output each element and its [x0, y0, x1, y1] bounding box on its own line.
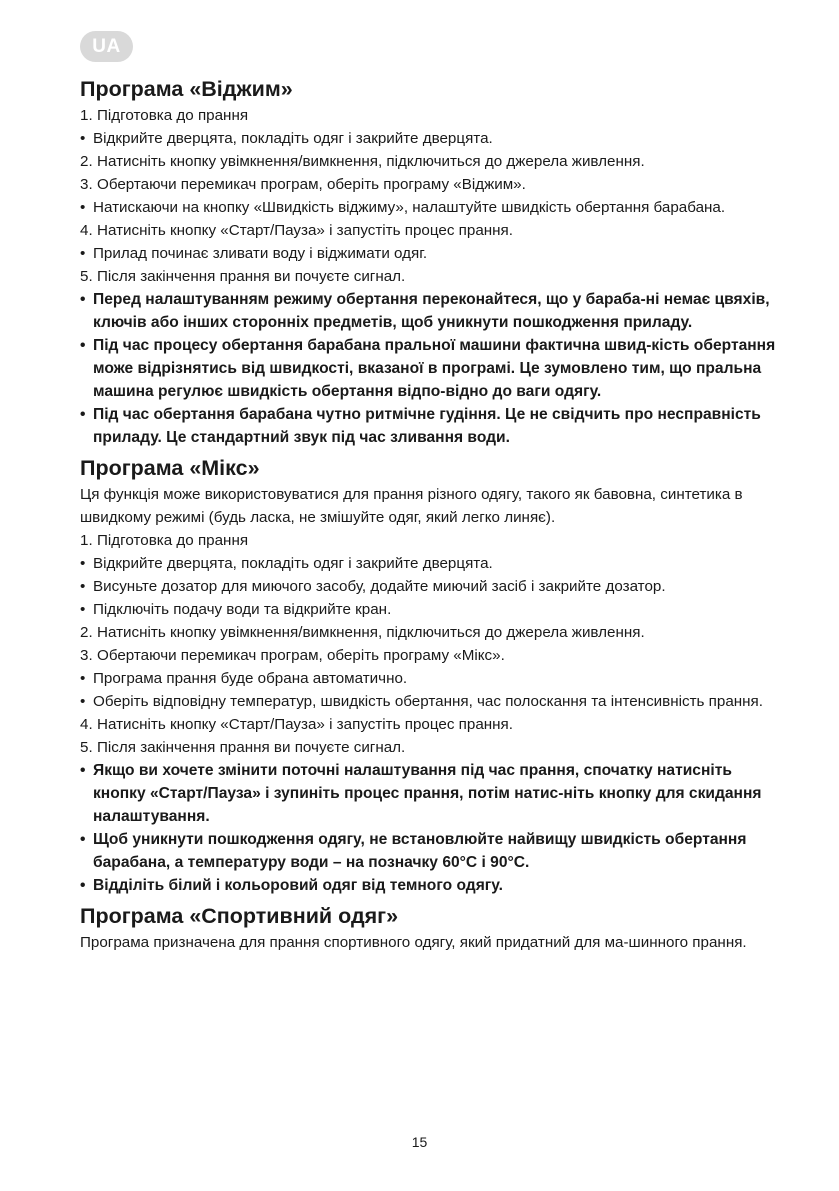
bullet-marker: •: [80, 555, 86, 572]
numbered-step: [80, 265, 780, 288]
bullet-marker: •: [80, 693, 86, 710]
section-intro: Ця функція може використовуватися для прання різного одягу, такого як бавовна, синтетика в швидкому режимі (будь ласка, не змішуйте одяг, який легко линяє).: [80, 486, 743, 526]
bullet-item: [80, 127, 780, 150]
bold-note-item: [80, 874, 780, 897]
numbered-step: [80, 104, 780, 127]
step-number: 2.: [80, 153, 93, 170]
section: [80, 453, 780, 897]
step-number: 1.: [80, 532, 93, 549]
item-text: Натисніть кнопку «Старт/Пауза» і запустіть процес прання.: [97, 222, 513, 239]
numbered-step: [80, 173, 780, 196]
bold-note-item: [80, 334, 780, 403]
item-text: Підготовка до прання: [97, 107, 249, 124]
item-text: Натисніть кнопку «Старт/Пауза» і запустіть процес прання.: [97, 716, 513, 733]
page-number: 15: [411, 1134, 428, 1150]
bullet-marker: •: [80, 406, 86, 423]
bold-note-item: [80, 759, 780, 828]
step-number: 4.: [80, 222, 93, 239]
step-number: 4.: [80, 716, 93, 733]
item-text: Перед налаштуванням режиму обертання переконайтеся, що у бараба-ні немає цвяхів, ключів або інших сторонніх предметів, щоб уникнути пошкодження приладу.: [93, 291, 770, 331]
item-text: Відділіть білий і кольоровий одяг від темного одягу.: [93, 877, 503, 894]
bold-note-item: [80, 288, 780, 334]
bullet-marker: •: [80, 337, 86, 354]
item-text: Обертаючи перемикач програм, оберіть програму «Мікс».: [97, 647, 505, 664]
numbered-step: [80, 529, 780, 552]
section-intro: Програма призначена для прання спортивного одягу, який придатний для ма-шинного прання.: [80, 934, 747, 951]
bullet-marker: •: [80, 762, 86, 779]
item-text: Після закінчення прання ви почуєте сигнал.: [97, 268, 406, 285]
bullet-item: [80, 196, 780, 219]
step-number: 2.: [80, 624, 93, 641]
bullet-marker: •: [80, 291, 86, 308]
item-text: Висуньте дозатор для миючого засобу, додайте миючий засіб і закрийте дозатор.: [93, 578, 666, 595]
language-badge: UA: [80, 31, 133, 62]
bullet-marker: •: [80, 199, 86, 216]
item-text: Після закінчення прання ви почуєте сигнал.: [97, 739, 406, 756]
numbered-step: [80, 621, 780, 644]
item-text: Відкрийте дверцята, покладіть одяг і закрийте дверцята.: [93, 555, 493, 572]
item-text: Підключіть подачу води та відкрийте кран.: [93, 601, 392, 618]
section-title: Програма «Віджим»: [80, 77, 293, 101]
bullet-item: [80, 552, 780, 575]
page-content: [80, 74, 780, 958]
numbered-step: [80, 150, 780, 173]
bullet-item: [80, 667, 780, 690]
item-text: Натисніть кнопку увімкнення/вимкнення, підключиться до джерела живлення.: [97, 153, 645, 170]
section-title: Програма «Спортивний одяг»: [80, 904, 399, 928]
step-number: 3.: [80, 647, 93, 664]
item-text: Щоб уникнути пошкодження одягу, не встановлюйте найвищу швидкість обертання барабана, а температуру води – на позначку 60°C і 90°C.: [93, 831, 747, 871]
bullet-marker: •: [80, 130, 86, 147]
bullet-item: [80, 598, 780, 621]
numbered-step: [80, 736, 780, 759]
section: [80, 74, 780, 449]
bold-note-item: [80, 403, 780, 449]
item-text: Обертаючи перемикач програм, оберіть програму «Віджим».: [97, 176, 526, 193]
section: [80, 901, 780, 954]
numbered-step: [80, 644, 780, 667]
item-text: Натисніть кнопку увімкнення/вимкнення, підключиться до джерела живлення.: [97, 624, 645, 641]
item-text: Оберіть відповідну температур, швидкість обертання, час полоскання та інтенсивність прання.: [93, 693, 763, 710]
bullet-item: [80, 242, 780, 265]
bullet-marker: •: [80, 601, 86, 618]
item-text: Під час обертання барабана чутно ритмічне гудіння. Це не свідчить про несправність приладу. Це стандартний звук під час зливання води.: [93, 406, 761, 446]
bullet-marker: •: [80, 578, 86, 595]
bullet-marker: •: [80, 670, 86, 687]
section-title: Програма «Мікс»: [80, 456, 260, 480]
item-text: Під час процесу обертання барабана пральної машини фактична швид-кість обертання може відрізнятись від швидкості, вказаної в програмі. Це зумовлено тим, що пральна машина регулює швидкість обертання відпо-відно до ваги одягу.: [93, 337, 776, 400]
bullet-item: [80, 690, 780, 713]
item-text: Програма прання буде обрана автоматично.: [93, 670, 408, 687]
item-text: Якщо ви хочете змінити поточні налаштування під час прання, спочатку натисніть кнопку «Старт/Пауза» і зупиніть процес прання, потім натис-ніть кнопку для скидання налаштування.: [93, 762, 762, 825]
numbered-step: [80, 713, 780, 736]
bold-note-item: [80, 828, 780, 874]
bullet-item: [80, 575, 780, 598]
item-text: Натискаючи на кнопку «Швидкість віджиму», налаштуйте швидкість обертання барабана.: [93, 199, 726, 216]
step-number: 5.: [80, 739, 93, 756]
bullet-marker: •: [80, 831, 86, 848]
step-number: 5.: [80, 268, 93, 285]
item-text: Відкрийте дверцята, покладіть одяг і закрийте дверцята.: [93, 130, 493, 147]
step-number: 1.: [80, 107, 93, 124]
bullet-marker: •: [80, 877, 86, 894]
step-number: 3.: [80, 176, 93, 193]
numbered-step: [80, 219, 780, 242]
item-text: Підготовка до прання: [97, 532, 249, 549]
item-text: Прилад починає зливати воду і віджимати одяг.: [93, 245, 428, 262]
bullet-marker: •: [80, 245, 86, 262]
